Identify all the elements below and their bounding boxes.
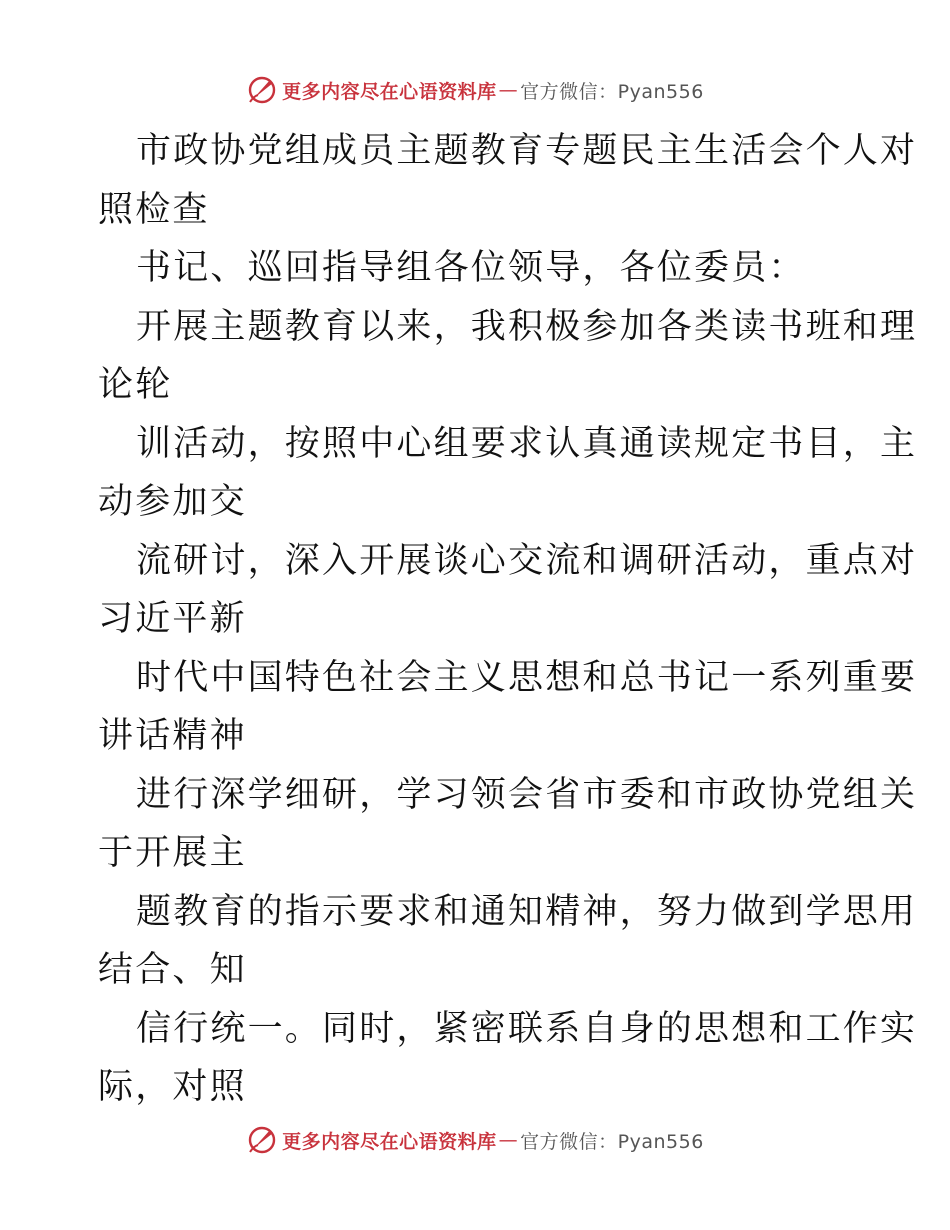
banner-wechat-text: 官方微信：Pyan556 <box>520 80 704 103</box>
document-line: 论轮 <box>98 365 173 405</box>
banner-site-text: 更多内容尽在心语资料库 <box>282 80 497 103</box>
banner-wechat-text: 官方微信：Pyan556 <box>520 1130 704 1153</box>
document-line: 书记、巡回指导组各位领导，各位委员： <box>136 248 806 288</box>
document-line: 题教育的指示要求和通知精神，努力做到学思用 <box>136 891 918 932</box>
document-line: 照检查 <box>98 189 210 230</box>
document-line: 时代中国特色社会主义思想和总书记一系列重要 <box>136 657 918 698</box>
document-line: 流研讨，深入开展谈心交流和调研活动，重点对 <box>136 540 918 581</box>
document-line: 市政协党组成员主题教育专题民主生活会个人对 <box>136 131 918 171</box>
footer-banner <box>0 1120 950 1160</box>
banner-dash: — <box>498 1129 519 1151</box>
document-line: 习近平新 <box>98 599 247 639</box>
header-banner <box>0 70 950 110</box>
quill-pen-circle-icon <box>246 1124 278 1156</box>
document-body <box>98 122 918 1117</box>
banner-dash: — <box>498 79 519 101</box>
document-line: 于开展主 <box>98 833 247 873</box>
quill-pen-circle-icon <box>246 74 278 106</box>
document-line: 开展主题教育以来，我积极参加各类读书班和理 <box>136 306 918 347</box>
document-line: 结合、知 <box>98 950 247 990</box>
document-line: 进行深学细研，学习领会省市委和市政协党组关 <box>136 774 918 815</box>
document-line: 信行统一。同时，紧密联系自身的思想和工作实 <box>136 1008 918 1049</box>
document-line: 训活动，按照中心组要求认真通读规定书目，主 <box>136 423 918 464</box>
document-line: 际，对照 <box>98 1067 247 1107</box>
document-line: 讲话精神 <box>98 716 247 756</box>
document-line: 动参加交 <box>98 482 247 522</box>
banner-site-text: 更多内容尽在心语资料库 <box>282 1130 497 1153</box>
